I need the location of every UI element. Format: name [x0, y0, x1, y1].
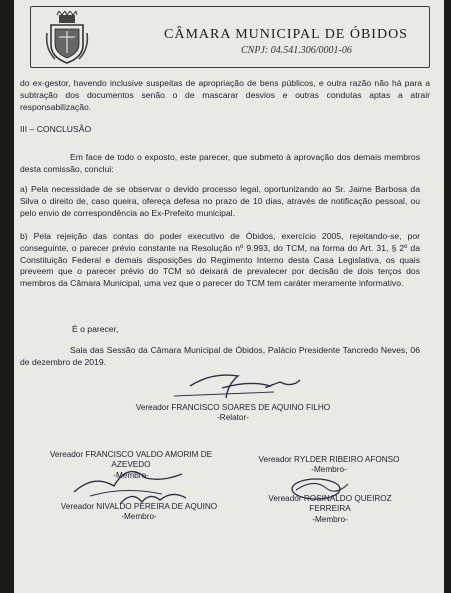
signatory-member-4 — [250, 494, 410, 525]
signatory-relator — [98, 403, 368, 424]
signatory-role: -Membro- — [311, 465, 347, 475]
letterhead — [30, 6, 430, 68]
paragraph-continuation: do ex-gestor, havendo inclusive suspeitas de apropriação de bens públicos, e outra razão não há para a subtração dos documentos senão o de mascarar desvios e outras condutas aptas a atrair responsabilização. — [20, 78, 430, 112]
signatory-name: Vereador FRANCISCO VALDO AMORIM DE AZEVEDO — [49, 450, 213, 470]
signatory-role: -Membro- — [312, 514, 348, 524]
section-heading: III – CONCLUSÃO — [20, 124, 92, 134]
signatory-name: Vereador NIVALDO PEREIRA DE AQUINO — [60, 502, 218, 511]
paragraph-intro: Em face de todo o exposto, este parecer, que submeto à aprovação dos demais membros desta comissão, conclui: — [20, 152, 420, 174]
place-and-date: Sala das Sessão da Câmara Municipal de Óbidos, Palácio Presidente Tancredo Neves, 06 de dezembro de 2019. — [20, 345, 420, 367]
signatory-member-1 — [42, 450, 220, 481]
conclusion-item-a: a) Pela necessidade de se observar o devido processo legal, oportunizando ao Sr. Jaime Barbosa da Silva o direito de, caso queira, ofereça defesa no prazo de 10 dias, através de notificação pessoal, ou pelo envio de correspondência ao Ex-Prefeito municipal. — [20, 184, 420, 218]
signatory-role: -Relator- — [217, 413, 249, 423]
signatory-role: -Membro- — [121, 512, 157, 522]
municipal-coat-of-arms-icon — [45, 11, 89, 65]
closing-line: É o parecer, — [72, 324, 119, 334]
signatory-name: Vereador RYLDER RIBEIRO AFONSO — [258, 455, 400, 464]
council-name: CÂMARA MUNICIPAL DE ÓBIDOS — [164, 27, 408, 42]
cnpj-number: CNPJ: 04.541.306/0001-06 — [241, 45, 352, 56]
signatory-member-2 — [244, 455, 414, 476]
signatory-name: Vereador ROSINALDO QUEIROZ FERREIRA — [268, 494, 392, 514]
signatory-role: -Membro- — [113, 470, 149, 480]
conclusion-item-b: b) Pela rejeição das contas do poder executivo de Óbidos, exercício 2005, rejeitando-se, por conseguinte, o parecer prévio constante na Resolução nº 9.993, do TCM, na forma do Art. 31, § 2º da Constituição Federal e demais disposições do Regimento Interno desta Casa Legislativa, os quais preveem que o parecer prévio do TCM só deixará de prevalecer por decisão de dois terços dos membros da Câmara Municipal, uma vez que o parecer do TCM tem caráter meramente informativo. — [20, 231, 420, 289]
document-page — [14, 0, 444, 593]
signatory-member-3 — [44, 502, 234, 523]
signatory-name: Vereador FRANCISCO SOARES DE AQUINO FILHO — [135, 403, 331, 412]
